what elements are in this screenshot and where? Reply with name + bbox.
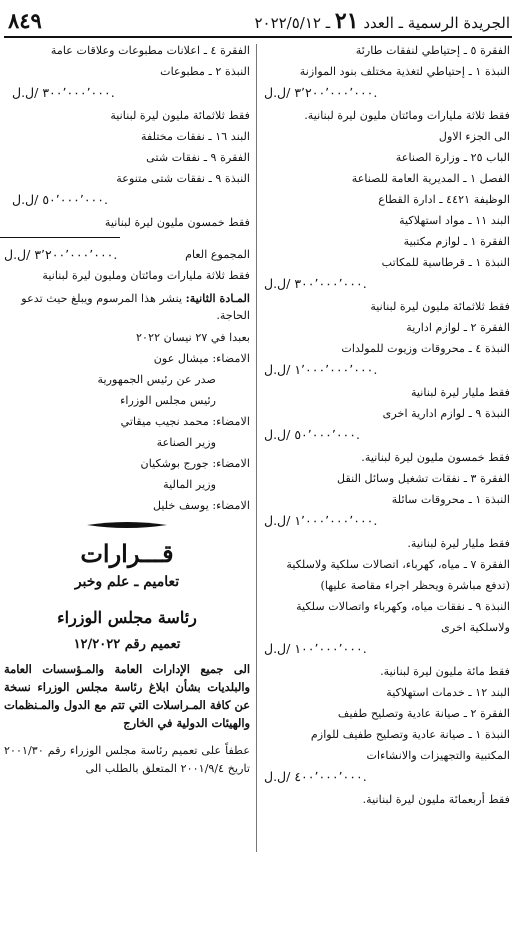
- president-signature: الامضاء: ميشال عون: [153, 352, 250, 365]
- budget-line: النبذة ١ ـ قرطاسية للمكاتب: [381, 256, 510, 269]
- budget-line: الوظيفة ٤٤٢١ ـ ادارة القطاع: [378, 193, 510, 206]
- budget-line: النبذة ٩ ـ نفقات مياه، وكهرباء واتصالات سلكية: [296, 600, 510, 613]
- circular-body: عطفاً على تعميم رئاسة مجلس الوزراء رقم ٢٠٠١/٣٠ تاريخ ٢٠٠١/٩/٤ المتعلق بالطلب الى: [4, 744, 250, 775]
- budget-line: البند ١١ ـ مواد استهلاكية: [399, 214, 510, 227]
- decisions-title: قـــرارات: [80, 539, 174, 568]
- grand-total-label: المجموع العام: [185, 248, 250, 261]
- article-two-text: ينشر هذا المرسوم ويبلغ حيث تدعو الحاجة.: [21, 292, 250, 322]
- amount: ٥٠٬٠٠٠٬٠٠٠ /ل.ل.: [264, 427, 360, 442]
- issue-number: ٢١: [334, 8, 359, 34]
- amount: ٥٠٬٠٠٠٬٠٠٠ /ل.ل.: [12, 192, 108, 207]
- budget-line: فقط أربعمائة مليون ليرة لبنانية.: [362, 793, 510, 806]
- budget-line: الفقرة ٢ ـ لوازم ادارية: [406, 321, 510, 334]
- budget-line: فقط مائة مليون ليرة لبنانية.: [380, 665, 510, 678]
- amount: ١٬٠٠٠٬٠٠٠٬٠٠٠ /ل.ل.: [264, 362, 378, 377]
- budget-line: البند ١٦ ـ نفقات مختلفة: [140, 130, 250, 143]
- amount: ١٬٠٠٠٬٠٠٠٬٠٠٠ /ل.ل.: [264, 513, 378, 528]
- amount: ٤٠٠٬٠٠٠٬٠٠٠ /ل.ل.: [264, 769, 367, 784]
- amount: ٣٬٢٠٠٬٠٠٠٬٠٠٠ /ل.ل.: [264, 85, 378, 100]
- budget-line: فقط ثلاثمائة مليون ليرة لبنانية: [110, 109, 250, 122]
- budget-line: النبذة ٩ ـ لوازم ادارية اخرى: [382, 407, 510, 420]
- page-number: ٨٤٩: [8, 8, 42, 33]
- amount: ٣٠٠٬٠٠٠٬٠٠٠ /ل.ل.: [264, 276, 367, 291]
- header-title-text: الجريدة الرسمية ـ العدد: [363, 14, 510, 32]
- budget-line: الفقرة ٢ ـ صيانة عادية وتصليح طفيف: [337, 707, 510, 720]
- amount: ١٠٠٬٠٠٠٬٠٠٠ /ل.ل.: [264, 641, 367, 656]
- right-column: [256, 44, 510, 814]
- grand-total-words: فقط ثلاثة مليارات ومائتان ومليون ليرة لبنانية: [42, 269, 250, 282]
- budget-line: الفقرة ٩ ـ نفقات شتى: [146, 151, 250, 164]
- budget-line: فقط ثلاثمائة مليون ليرة لبنانية: [370, 300, 510, 313]
- budget-line: البند ١٢ ـ خدمات استهلاكية: [386, 686, 510, 699]
- budget-line: الفقرة ٣ ـ نفقات تشغيل وسائل النقل: [336, 472, 510, 485]
- grand-total-amount: ٣٬٢٠٠٬٠٠٠٬٠٠٠ /ل.ل.: [4, 247, 118, 262]
- budget-line: النبذة ١ ـ إحتياطي لتغذية مختلف بنود الموازنة: [299, 65, 510, 78]
- issued-by: صدر عن رئيس الجمهورية: [97, 373, 216, 386]
- industry-minister-title: وزير الصناعة: [156, 436, 216, 449]
- budget-line: الفقرة ١ ـ لوازم مكتبية: [403, 235, 510, 248]
- budget-line: النبذة ١ ـ صيانة عادية وتصليح طفيف للوازم: [310, 728, 510, 741]
- finance-minister-signature: الامضاء: يوسف خليل: [152, 499, 250, 512]
- budget-line: فقط مليار ليرة لبنانية: [410, 386, 510, 399]
- budget-line: الى الجزء الاول: [438, 130, 510, 143]
- budget-line: فقط ثلاثة مليارات ومائتان مليون ليرة لبنانية.: [304, 109, 510, 122]
- budget-line: فقط خمسون مليون ليرة لبنانية: [104, 216, 250, 229]
- circular-number: تعميم رقم ١٢/٢٠٢٢: [73, 637, 181, 652]
- header-rule: [4, 36, 512, 38]
- budget-line: الباب ٢٥ ـ وزارة الصناعة: [395, 151, 510, 164]
- section-title: رئاسة مجلس الوزراء: [57, 608, 197, 627]
- budget-line: النبذة ٤ ـ محروقات وزيوت للمولدات: [341, 342, 510, 355]
- ornament-divider: [87, 521, 167, 529]
- budget-line: (تدفع مباشرة ويحظر اجراء مقاصة عليها): [320, 579, 510, 592]
- decisions-subtitle: تعاميم ـ علم وخبر: [74, 574, 180, 590]
- page-header: [4, 4, 512, 38]
- left-column: [4, 44, 250, 778]
- budget-line: ولاسلكية اخرى: [441, 621, 510, 634]
- article-two: [4, 290, 250, 324]
- issue-date: ـ ٢٠٢٢/٥/١٢: [254, 14, 331, 32]
- pm-title: رئيس مجلس الوزراء: [120, 394, 216, 407]
- circular-subject: الى جميع الإدارات العامة والمـؤسسات العامة والبلديات بشأن ابلاغ رئاسة مجلس الوزراء نسخة عن كافة المـراسلات التي تتم مع الدول والمـنظمات والهيئات الدولية في الخارج: [4, 662, 250, 730]
- decree-date: بعبدا في ٢٧ نيسان ٢٠٢٢: [136, 331, 250, 344]
- budget-line: فقط خمسون مليون ليرة لبنانية.: [361, 451, 510, 464]
- grand-total-row: [4, 248, 250, 262]
- budget-line: الفقرة ٥ ـ إحتياطي لنفقات طارئة: [355, 44, 510, 57]
- budget-line: النبذة ٩ ـ نفقات شتى متنوعة: [116, 172, 250, 185]
- pm-signature: الامضاء: محمد نجيب ميقاتي: [120, 415, 250, 428]
- budget-line: فقط مليار ليرة لبنانية.: [407, 537, 510, 550]
- budget-line: الفصل ١ ـ المديرية العامة للصناعة: [351, 172, 510, 185]
- industry-minister-signature: الامضاء: جورج بوشكيان: [140, 457, 250, 470]
- budget-line: النبذة ٢ ـ مطبوعات: [160, 65, 250, 78]
- budget-line: النبذة ١ ـ محروقات سائلة: [391, 493, 510, 506]
- finance-minister-title: وزير المالية: [163, 478, 216, 491]
- amount: ٣٠٠٬٠٠٠٬٠٠٠ /ل.ل.: [12, 85, 115, 100]
- total-rule: [0, 237, 120, 238]
- budget-line: الفقرة ٧ ـ مياه، كهرباء، اتصالات سلكية ولاسلكية: [286, 558, 510, 571]
- header-title: [254, 8, 510, 34]
- budget-line: المكتبية والتجهيزات والانشاءات: [366, 749, 510, 762]
- budget-line: الفقرة ٤ ـ اعلانات مطبوعات وعلاقات عامة: [50, 44, 250, 57]
- article-two-label: المـادة الثانية:: [185, 291, 250, 305]
